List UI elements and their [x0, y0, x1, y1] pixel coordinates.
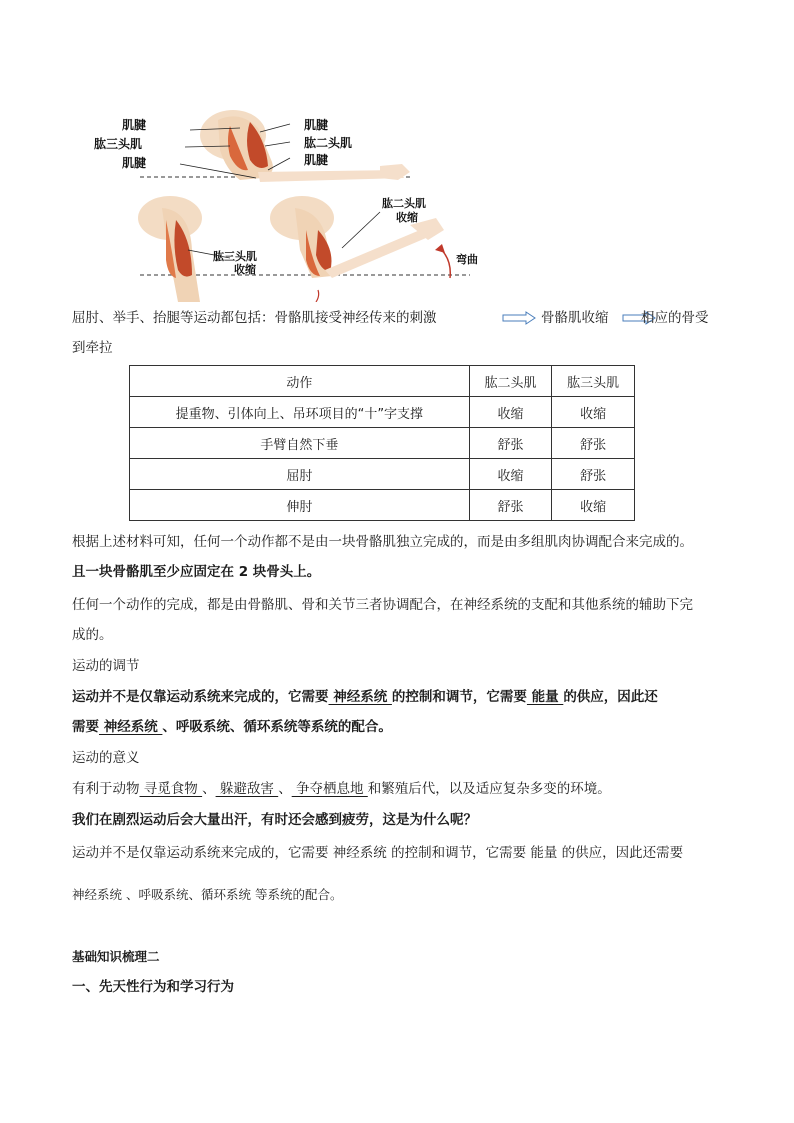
label-biceps-top: 肱二头肌 — [304, 136, 353, 150]
label-tendon-left: 肌腱 — [122, 156, 147, 170]
blank-nervous-system-2: 神经系统 — [99, 719, 163, 735]
table-cell: 手臂自然下垂 — [130, 428, 470, 459]
regulation-text: 运动并不是仅靠运动系统来完成的，它需要 — [72, 689, 329, 705]
label-biceps-contract-2: 收缩 — [396, 211, 418, 224]
table-cell: 舒张 — [552, 459, 635, 490]
table-row — [130, 397, 635, 428]
table-row — [130, 428, 635, 459]
heading-regulation: 运动的调节 — [72, 658, 140, 674]
table-cell: 收缩 — [469, 459, 552, 490]
table-cell: 舒张 — [552, 428, 635, 459]
table-cell: 收缩 — [552, 397, 635, 428]
paragraph-coordination-1: 任何一个动作的完成，都是由骨骼肌、骨和关节三者协调配合，在神经系统的支配和其他系统的辅助下完 — [72, 597, 693, 613]
table-row — [130, 459, 635, 490]
label-triceps-contract: 肱三头肌 — [213, 250, 257, 263]
muscle-action-table — [129, 365, 635, 521]
table-cell: 伸肘 — [130, 490, 470, 521]
label-bend: 弯曲 — [456, 253, 478, 266]
blank-avoid-enemies: 躲避敌害 — [215, 781, 279, 797]
section-title: 基础知识梳理二 — [72, 949, 160, 964]
intro-line-2: 到牵拉 — [72, 340, 113, 356]
table-cell: 收缩 — [469, 397, 552, 428]
table-cell: 舒张 — [469, 490, 552, 521]
regulation-text: 需要 — [72, 719, 99, 735]
blank-nervous-system: 神经系统 — [328, 689, 392, 705]
table-header-cell: 肱二头肌 — [469, 366, 552, 397]
table-cell: 收缩 — [552, 490, 635, 521]
subsection-title: 一、先天性行为和学习行为 — [72, 979, 234, 995]
meaning-text: 有利于动物 — [72, 781, 140, 797]
table-header-row — [130, 366, 635, 397]
intro-line-1a: 屈肘、举手、抬腿等运动都包括：骨骼肌接受神经传来的刺激 — [72, 310, 437, 326]
paragraph-bone-fixation: 且一块骨骼肌至少应固定在 2 块骨头上。 — [72, 564, 321, 580]
label-tendon-right-mid: 肌腱 — [304, 153, 329, 167]
answer-line-2: 神经系统 、呼吸系统、循环系统 等系统的配合。 — [72, 887, 343, 902]
question-sweat-fatigue: 我们在剧烈运动后会大量出汗，有时还会感到疲劳，这是为什么呢？ — [72, 812, 477, 828]
paragraph-coordination-2: 成的。 — [72, 627, 113, 643]
label-tendon-top: 肌腱 — [122, 118, 147, 132]
table-header-cell: 动作 — [130, 366, 470, 397]
paragraph-conclusion: 根据上述材料可知，任何一个动作都不是由一块骨骼肌独立完成的，而是由多组肌肉协调配合来完成的。 — [72, 534, 693, 550]
heading-meaning: 运动的意义 — [72, 750, 140, 766]
regulation-text: 的控制和调节，它需要 — [391, 689, 527, 705]
blank-energy: 能量 — [526, 689, 564, 705]
meaning-separator: 、 — [278, 781, 292, 797]
intro-line-1c: 相应的骨受 — [641, 310, 709, 326]
regulation-text: 的供应，因此还 — [563, 689, 658, 705]
meaning-line — [72, 779, 611, 799]
table-cell: 屈肘 — [130, 459, 470, 490]
table-cell: 提重物、引体向上、吊环项目的“十”字支撑 — [130, 397, 470, 428]
blank-habitat: 争夺栖息地 — [291, 781, 368, 797]
meaning-text: 和繁殖后代，以及适应复杂多变的环境。 — [367, 781, 611, 797]
arm-muscle-figure — [80, 100, 500, 302]
regulation-line-2 — [72, 717, 392, 737]
label-triceps-top: 肱三头肌 — [94, 137, 143, 151]
label-triceps-contract-2: 收缩 — [234, 263, 256, 276]
label-biceps-contract: 肱二头肌 — [382, 197, 426, 210]
regulation-line-1 — [72, 687, 658, 707]
table-row — [130, 490, 635, 521]
table-cell: 舒张 — [469, 428, 552, 459]
regulation-text: 、呼吸系统、循环系统等系统的配合。 — [162, 719, 392, 735]
intro-line-1b: 骨骼肌收缩 — [541, 310, 609, 326]
table-header-cell: 肱三头肌 — [552, 366, 635, 397]
answer-line-1: 运动并不是仅靠运动系统来完成的，它需要 神经系统 的控制和调节，它需要 能量 的供应，因此还需要 — [72, 845, 684, 861]
blank-find-food: 寻觅食物 — [139, 781, 203, 797]
meaning-separator: 、 — [202, 781, 216, 797]
arrow-right-icon — [502, 310, 536, 329]
label-tendon-right-top: 肌腱 — [304, 118, 329, 132]
